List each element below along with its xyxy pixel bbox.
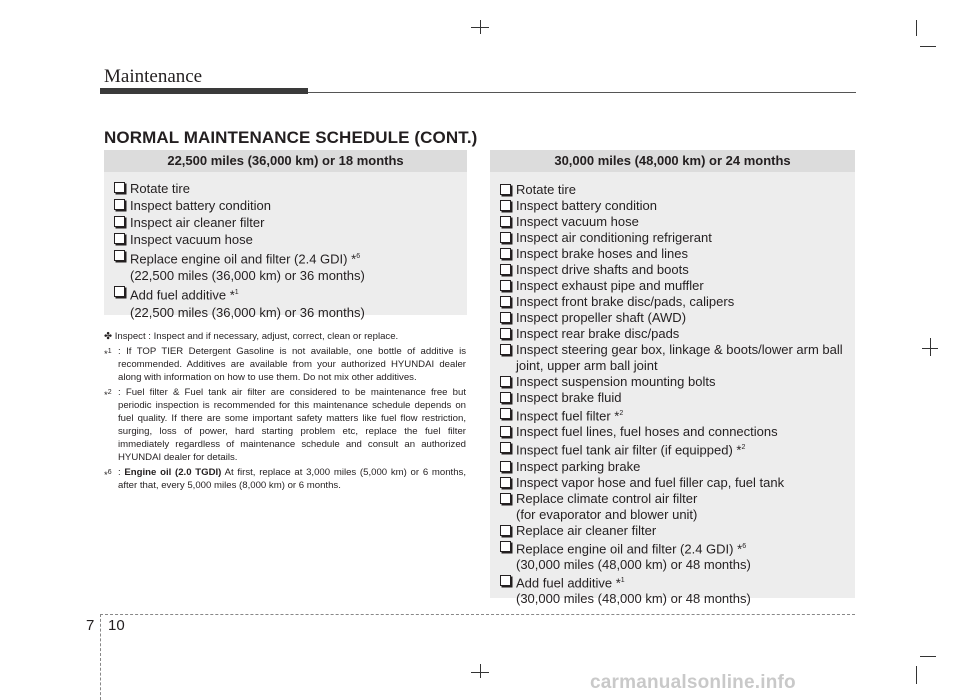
- schedule-item-text: Inspect fuel filter *: [516, 408, 620, 424]
- schedule-item-list: [104, 172, 467, 321]
- note-1: [104, 345, 466, 384]
- schedule-item-text: Rotate tire: [516, 182, 576, 197]
- footer-rule: [100, 614, 855, 615]
- schedule-item: [500, 294, 855, 310]
- schedule-item-subtext: (30,000 miles (48,000 km) or 48 months): [516, 591, 751, 607]
- note-6-text: At first, replace at 3,000 miles (5,000 km) or 6 months, after that, every 5,000 miles (8,000 km) or 6 months.: [118, 467, 466, 491]
- schedule-item-text: Replace air cleaner filter: [516, 522, 657, 538]
- checkbox-icon: [114, 233, 125, 244]
- schedule-item-text: Replace climate control air filter: [516, 490, 698, 506]
- schedule-item-subtext: (30,000 miles (48,000 km) or 48 months): [516, 556, 751, 572]
- schedule-item-text: Inspect steering gear box, linkage & boots/lower arm ball: [516, 342, 843, 357]
- schedule-item-text: Inspect fuel tank air filter (if equipped) *: [516, 442, 742, 458]
- checkbox-icon: [500, 216, 511, 227]
- crop-mark-right-center-h: [922, 348, 938, 349]
- schedule-item: [500, 491, 855, 523]
- schedule-item-text: Inspect vapor hose and fuel filler cap, fuel tank: [516, 474, 785, 490]
- checkbox-icon: [500, 200, 511, 211]
- schedule-item-list: [490, 172, 855, 607]
- crop-mark-right-center-v: [930, 338, 931, 356]
- checkbox-icon: [500, 461, 511, 472]
- schedule-item: [500, 246, 855, 262]
- checkbox-icon: [500, 344, 511, 355]
- schedule-item-subtext: (for evaporator and blower unit): [516, 506, 698, 522]
- schedule-box-22500: [104, 150, 467, 320]
- note-6-mark: *$^6$: [104, 469, 112, 482]
- note-1-mark: *$^1$: [104, 348, 112, 361]
- schedule-item: [114, 180, 467, 197]
- checkbox-icon: [500, 493, 511, 504]
- note-6: [104, 466, 466, 492]
- checkbox-icon: [500, 248, 511, 259]
- schedule-box-heading: 22,500 miles (36,000 km) or 18 months: [104, 150, 467, 172]
- chapter-header-title: Maintenance: [104, 66, 203, 87]
- checkbox-icon: [114, 199, 125, 210]
- checkbox-icon: [500, 525, 511, 536]
- schedule-item-text: Replace engine oil and filter (2.4 GDI) *: [516, 540, 743, 556]
- schedule-item-text: Inspect rear brake disc/pads: [516, 326, 680, 341]
- header-rule-thin: [308, 92, 856, 93]
- checkbox-icon: [500, 280, 511, 291]
- checkbox-icon: [114, 182, 125, 193]
- schedule-item: [500, 539, 855, 573]
- schedule-item-text: Add fuel additive *: [130, 287, 235, 303]
- schedule-box-30000: [490, 150, 855, 607]
- crop-mark-bottom-right-v: [916, 666, 917, 684]
- checkbox-icon: [500, 232, 511, 243]
- schedule-item-text: Rotate tire: [130, 181, 190, 196]
- footer-rule-vertical: [100, 614, 101, 700]
- schedule-item: [500, 523, 855, 539]
- schedule-item-subtext: joint, upper arm ball joint: [516, 358, 658, 373]
- schedule-item-subtext: (22,500 miles (36,000 km) or 36 months): [130, 304, 365, 320]
- schedule-item: [114, 284, 467, 320]
- footnote-ref: 6: [742, 542, 747, 550]
- schedule-item: [500, 262, 855, 278]
- schedule-item: [500, 326, 855, 342]
- schedule-item-text: Inspect drive shafts and boots: [516, 262, 689, 277]
- checkbox-icon: [114, 250, 125, 261]
- crop-mark-top-right-h: [920, 46, 936, 47]
- footnote-ref: 2: [619, 410, 624, 417]
- schedule-item-text: Replace engine oil and filter (2.4 GDI) *: [130, 251, 357, 267]
- schedule-item: [114, 214, 467, 231]
- checkbox-icon: [500, 328, 511, 339]
- note-2: [104, 386, 466, 464]
- crop-mark-top-right-v: [916, 20, 917, 36]
- schedule-item-text: Inspect parking brake: [516, 458, 641, 474]
- checkbox-icon: [500, 477, 511, 488]
- footnotes: [104, 330, 466, 494]
- checkbox-icon: [500, 184, 511, 195]
- crop-mark-bottom-right-h: [920, 656, 936, 657]
- schedule-item: [500, 342, 855, 374]
- schedule-item: [500, 424, 855, 440]
- chapter-number: 7: [86, 617, 95, 634]
- schedule-item: [500, 374, 855, 390]
- schedule-item-subtext: (22,500 miles (36,000 km) or 36 months): [130, 268, 365, 284]
- crop-mark-bottom-center-h: [471, 672, 489, 673]
- checkbox-icon: [500, 376, 511, 387]
- schedule-item: [500, 459, 855, 475]
- header-rule-thick: [100, 88, 308, 94]
- checkbox-icon: [500, 312, 511, 323]
- schedule-item: [500, 182, 855, 198]
- footnote-ref: 1: [620, 576, 625, 584]
- note-2-mark: *$^2$: [104, 389, 112, 402]
- schedule-item-text: Inspect air cleaner filter: [130, 215, 265, 230]
- schedule-item: [500, 230, 855, 246]
- checkbox-icon: [500, 408, 511, 419]
- schedule-item-text: Inspect front brake disc/pads, calipers: [516, 294, 735, 309]
- schedule-item: [500, 214, 855, 230]
- schedule-item: [114, 248, 467, 284]
- schedule-item-text: Inspect brake hoses and lines: [516, 246, 688, 261]
- footnote-ref: 1: [234, 289, 239, 297]
- schedule-item-text: Inspect fuel lines, fuel hoses and connections: [516, 424, 778, 440]
- schedule-item: [500, 475, 855, 491]
- schedule-box-heading: 30,000 miles (48,000 km) or 24 months: [490, 150, 855, 172]
- checkbox-icon: [500, 296, 511, 307]
- checkbox-icon: [500, 264, 511, 275]
- watermark-text: carmanualsonline.info: [590, 672, 796, 693]
- note-inspect: ✤ Inspect : Inspect and if necessary, adjust, correct, clean or replace.: [104, 331, 399, 342]
- schedule-item: [114, 197, 467, 214]
- schedule-item-text: Inspect battery condition: [516, 198, 657, 213]
- note-6-prefix: :: [118, 467, 125, 478]
- schedule-item-text: Inspect battery condition: [130, 198, 271, 213]
- note-1-text: : If TOP TIER Detergent Gasoline is not available, one bottle of additive is recommended. Additives are available from your authorized HYUNDAI dealer along with information on how to use them. Do not mix other additives.: [118, 346, 466, 383]
- note-2-text: : Fuel filter & Fuel tank air filter are considered to be maintenance free but periodic inspection is recommended for this maintenance schedule depends on fuel quality. If there are some important safety matters like fuel flow restriction, surging, loss of power, hard starting problem etc, replace the fuel filter immediately regardless of maintenance schedule and consult an authorized HYUNDAI dealer for details.: [118, 387, 466, 463]
- checkbox-icon: [500, 392, 511, 403]
- schedule-item-text: Inspect propeller shaft (AWD): [516, 310, 687, 325]
- checkbox-icon: [500, 541, 511, 552]
- schedule-item-text: Inspect vacuum hose: [516, 214, 639, 229]
- checkbox-icon: [114, 286, 125, 297]
- footnote-ref: 6: [356, 253, 361, 260]
- schedule-item: [500, 390, 855, 406]
- page-number: 10: [108, 617, 125, 634]
- schedule-item-text: Inspect exhaust pipe and muffler: [516, 278, 704, 293]
- schedule-item-text: Inspect brake fluid: [516, 390, 622, 405]
- footnote-ref: 2: [741, 444, 746, 452]
- checkbox-icon: [114, 216, 125, 227]
- schedule-item-text: Inspect suspension mounting bolts: [516, 374, 716, 389]
- schedule-item: [500, 440, 855, 458]
- schedule-item: [500, 406, 855, 424]
- schedule-item: [114, 231, 467, 248]
- schedule-item-text: Add fuel additive *: [516, 575, 621, 591]
- crop-mark-top-center-h: [471, 27, 489, 28]
- schedule-item: [500, 310, 855, 326]
- schedule-item: [500, 573, 855, 607]
- schedule-item: [500, 278, 855, 294]
- crop-mark-bottom-center-v: [480, 664, 481, 678]
- schedule-item: [500, 198, 855, 214]
- checkbox-icon: [500, 575, 511, 586]
- schedule-item-text: Inspect air conditioning refrigerant: [516, 230, 712, 245]
- checkbox-icon: [500, 426, 511, 437]
- checkbox-icon: [500, 442, 511, 453]
- note-6-bold: Engine oil (2.0 TGDI): [124, 467, 222, 478]
- schedule-item-text: Inspect vacuum hose: [130, 232, 253, 247]
- section-title: NORMAL MAINTENANCE SCHEDULE (CONT.): [104, 128, 478, 147]
